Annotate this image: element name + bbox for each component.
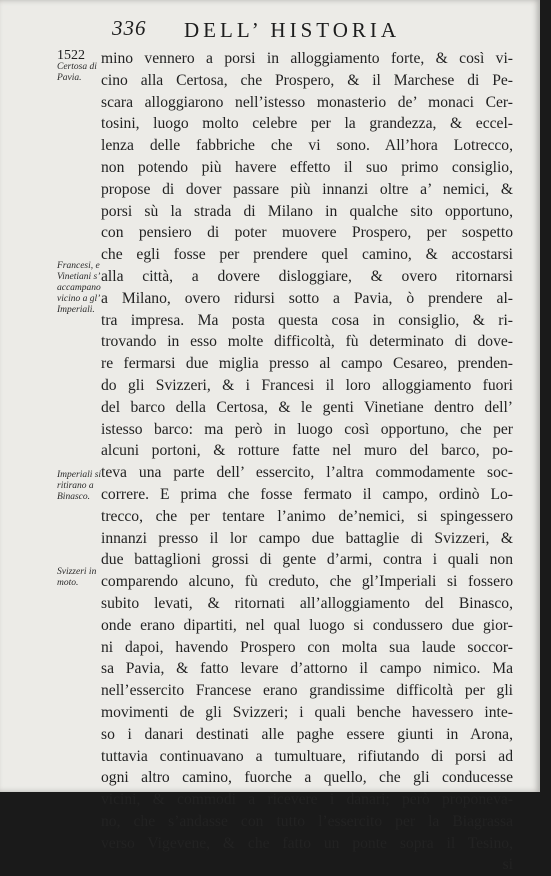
text-line: nell’essercito Francese erano grandissime difficoltà per gli (101, 682, 513, 700)
margin-note-line: Certosa di (57, 62, 97, 72)
text-line: che egli fosse per prendere quel camino, & accostarsi (101, 246, 513, 264)
text-line: scara alloggiarono nell’istesso monasterio de’ monaci Cer- (101, 93, 513, 111)
text-line: onde erano dipartiti, nel qual luogo si condussero due gior- (101, 616, 513, 634)
body-text (101, 48, 513, 876)
margin-note-line: Vinetiani s’ (57, 272, 101, 282)
text-line: subito levati, & ritornati all’alloggiamento del Binasco, (101, 594, 513, 612)
text-line: mino vennero a porsi in alloggiamento forte, & così vi- (101, 50, 513, 67)
text-line: due battaglioni grossi di gente d’armi, contra i quali non (101, 551, 513, 569)
margin-note-line: Binasco. (57, 492, 90, 502)
text-line: alcuni portoni, & rotture fatte nel muro del barco, po- (101, 442, 513, 460)
text-line: innanzi presso il lor campo due battaglie di Svizzeri, & (101, 529, 513, 547)
text-line: ni dapoi, havendo Prospero con molta sua laude soccor- (101, 638, 513, 656)
margin-note-line: Imperiali. (57, 305, 95, 315)
text-line: porsi sù la strada di Milano in qualche sito opportuno, (101, 202, 513, 220)
text-line: trecco, che per tentare l’animo de’nemici, si spingessero (101, 507, 513, 525)
text-line: tosini, luogo molto celebre per la grandezza, & eccel- (101, 115, 513, 133)
text-line: tuttavia continuavano a tumultuare, rifiutando di porsi ad (101, 747, 513, 765)
text-line: comparendo alcuno, fù creduto, che gl’Imperiali si fossero (101, 573, 513, 591)
text-line: movimenti de gli Svizzeri; i quali benche havessero inte- (101, 703, 513, 721)
margin-note-line: Imperiali si (57, 470, 102, 480)
text-line: teva una parte dell’ essercito, l’altra commodamente soc- (101, 464, 513, 482)
text-line: del barco della Certosa, & le genti Vinetiane dentro dell’ (101, 398, 513, 416)
margin-note-line: moto. (57, 578, 79, 588)
text-line: verso Vigevene, & che fatto un ponte sopra il Tesino, (101, 834, 513, 852)
text-line: propose di dover passare più innanzi oltre a’ nemici, & (101, 180, 513, 198)
running-title: DELL’ HISTORIA (184, 18, 401, 42)
text-line: vicini, & commodi a ricevere i danari; però proponeva- (101, 791, 513, 809)
text-line: con pensiero di poter muovere Prospero, per sospetto (101, 224, 513, 242)
text-line: sa Pavia, & fatto levare d’attorno il campo nimico. Ma (101, 660, 513, 678)
text-line: lenza delle fabbriche che vi sono. All’hora Lotrecco, (101, 137, 513, 155)
text-line: a Milano, overo ridursi sotto a Pavia, ò prendere al- (101, 289, 513, 307)
text-line: do gli Svizzeri, & i Francesi il loro alloggiamento fuori (101, 376, 513, 394)
margin-note-line: Francesi, e (57, 261, 100, 271)
text-line: ogni altro camino, fuorche a quello, che gli conducesse (101, 769, 513, 787)
text-line: correre. E prima che fosse fermato il campo, ordinò Lo- (101, 485, 513, 503)
margin-year: 1522 (57, 48, 85, 63)
margin-note-line: Svizzeri in (57, 567, 97, 577)
margin-note-line: accampano (57, 283, 101, 293)
catchword: si (502, 856, 513, 874)
text-line: istesso barco: ma però in luogo così opportuno, che per (101, 420, 513, 438)
running-head (112, 16, 472, 44)
margin-note-line: ritirano a (57, 481, 94, 491)
text-line: so i danari destinati alle paghe essere giunti in Arona, (101, 725, 513, 743)
text-line: cino alla Certosa, che Prospero, & il Marchese di Pe- (101, 71, 513, 89)
margin-note-line: Pavia. (57, 73, 82, 83)
margin-note-line: vicino a gl’ (57, 294, 101, 304)
text-line: non potendo più havere effetto il suo primo consiglio, (101, 158, 513, 176)
text-line: trovando in esso molte difficoltà, fù determinato di dove- (101, 333, 513, 351)
text-line: alla città, a dovere disloggiare, & overo ritornarsi (101, 267, 513, 285)
text-line: no, che s’andasse con tutto l’essercito per la Biagrassa (101, 812, 513, 830)
page-number: 336 (112, 16, 147, 40)
text-line: tra impresa. Ma posta questa cosa in consiglio, & ri- (101, 311, 513, 329)
text-line: re fermarsi due miglia presso al campo Cesareo, prenden- (101, 355, 513, 373)
